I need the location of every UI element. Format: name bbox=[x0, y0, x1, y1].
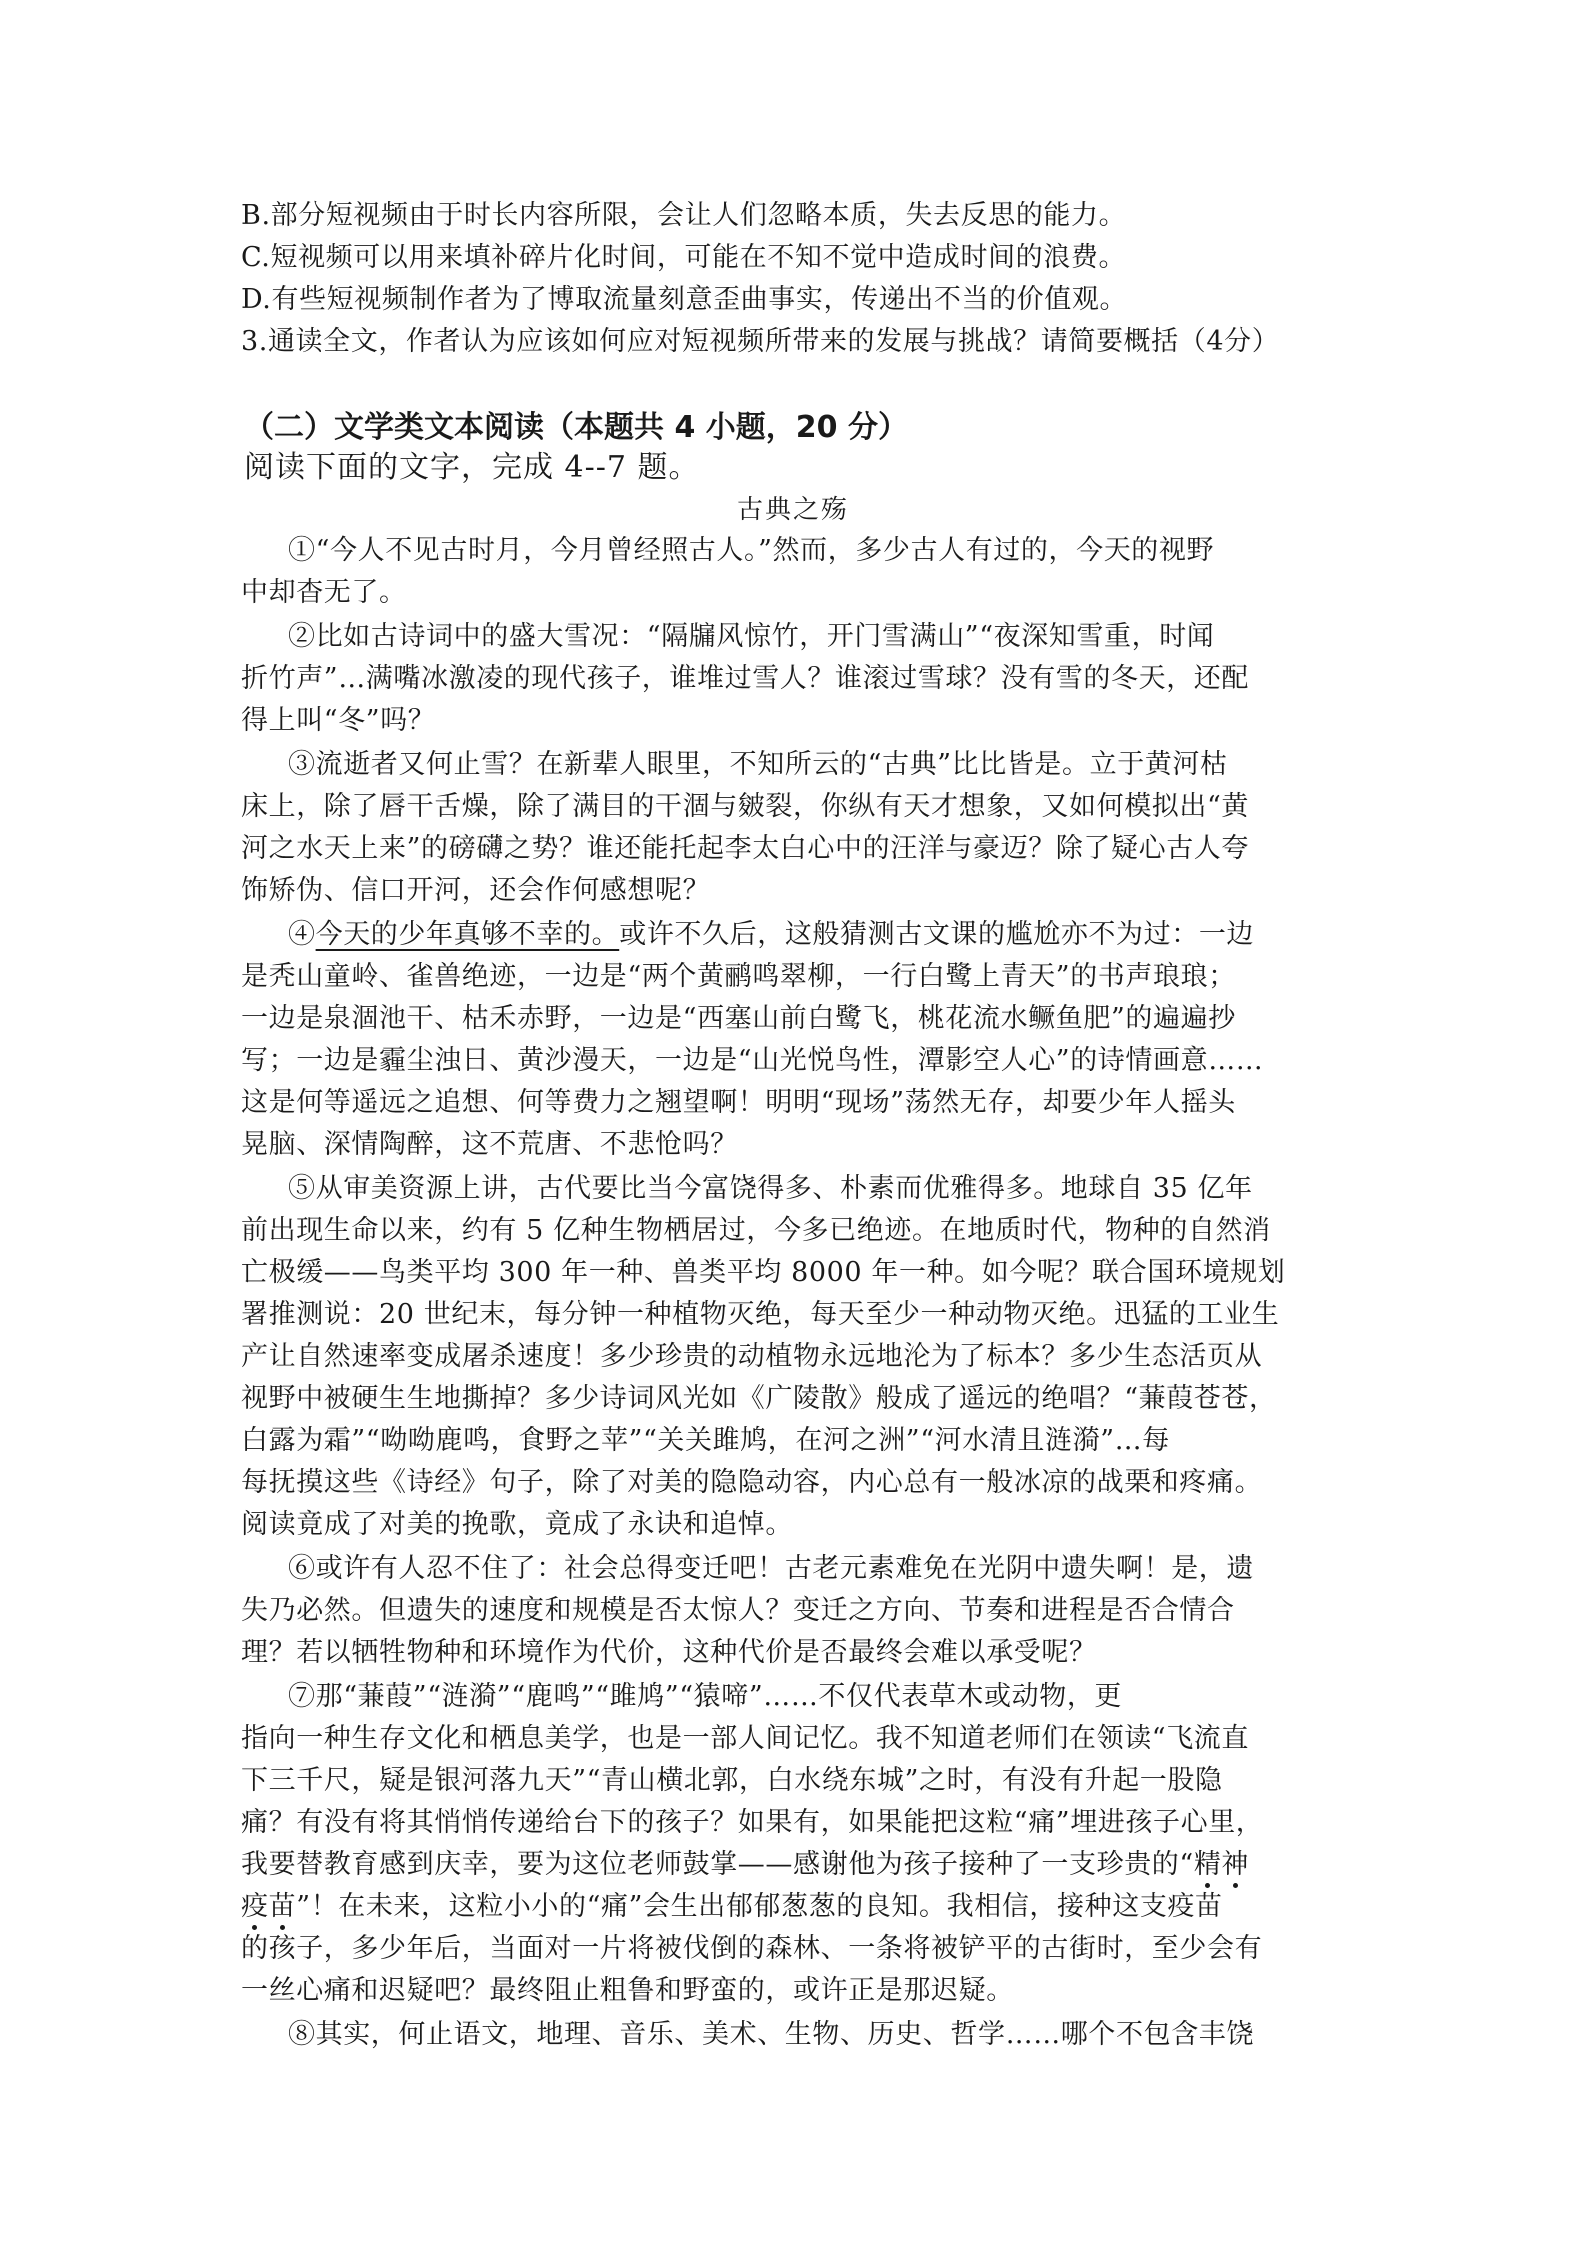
paragraph-7-line-4: 痛？有没有将其悄悄传递给台下的孩子？如果有，如果能把这粒“痛”埋进孩子心里， bbox=[241, 1807, 1264, 1838]
paragraph-4-line-1 bbox=[288, 917, 1254, 953]
paragraph-4-line-1-rest: 或许不久后，这般猜测古文课的尴尬亦不为过：一边 bbox=[619, 919, 1255, 950]
emphasis-char: 疫 bbox=[241, 1891, 269, 1922]
paragraph-5-line-7: 白露为霜”“呦呦鹿鸣，食野之苹”“关关雎鸠，在河之洲”“河水清且涟漪”…每 bbox=[241, 1425, 1170, 1456]
paragraph-3-line-3: 河之水天上来”的磅礴之势？谁还能托起李太白心中的汪洋与豪迈？除了疑心古人夸 bbox=[241, 833, 1250, 864]
paragraph-7-line-5 bbox=[241, 1847, 1249, 1883]
paragraph-5-line-1: ⑤从审美资源上讲，古代要比当今富饶得多、朴素而优雅得多。地球自 35 亿年 bbox=[288, 1173, 1253, 1204]
paragraph-7-line-1: ⑦那“蒹葭”“涟漪”“鹿鸣”“雎鸠”“猿啼”……不仅代表草木或动物，更 bbox=[288, 1681, 1123, 1712]
paragraph-5-line-2: 前出现生命以来，约有 5 亿种生物栖居过，今多已绝迹。在地质时代，物种的自然消 bbox=[241, 1215, 1271, 1246]
paragraph-5-line-6: 视野中被硬生生地撕掉？多少诗词风光如《广陵散》般成了遥远的绝唱？“蒹葭苍苍， bbox=[241, 1383, 1277, 1414]
paragraph-7-line-8: 一丝心痛和迟疑吧？最终阻止粗鲁和野蛮的，或许正是那迟疑。 bbox=[241, 1975, 1014, 2006]
section-instruction: 阅读下面的文字，完成 4--7 题。 bbox=[244, 450, 700, 485]
paragraph-4-line-4: 写；一边是霾尘浊日、黄沙漫天，一边是“山光悦鸟性，潭影空人心”的诗情画意…… bbox=[241, 1045, 1264, 1076]
paragraph-3-line-4: 饰矫伪、信口开河，还会作何感想呢？ bbox=[241, 875, 711, 906]
paragraph-8-line-1: ⑧其实，何止语文，地理、音乐、美术、生物、历史、哲学……哪个不包含丰饶 bbox=[288, 2019, 1254, 2050]
emphasis-char: 苗 bbox=[268, 1891, 297, 1922]
paragraph-7-line-3: 下三千尺，疑是银河落九天”“青山横北郭，白水绕东城”之时，有没有升起一股隐 bbox=[241, 1765, 1223, 1796]
emphasis-char: 神 bbox=[1221, 1849, 1250, 1880]
paragraph-4-line-2: 是秃山童岭、雀兽绝迹，一边是“两个黄鹂鸣翠柳，一行白鹭上青天”的书声琅琅； bbox=[241, 961, 1236, 992]
underlined-sentence: 今天的少年真够不幸的。 bbox=[315, 919, 620, 950]
option-d: D.有些短视频制作者为了博取流量刻意歪曲事实，传递出不当的价值观。 bbox=[241, 284, 1128, 315]
emphasis-char: 精 bbox=[1193, 1849, 1222, 1880]
paragraph-3-line-2: 床上，除了唇干舌燥，除了满目的干涸与皴裂，你纵有天才想象，又如何模拟出“黄 bbox=[241, 791, 1250, 822]
paragraph-7-line-2: 指向一种生存文化和栖息美学，也是一部人间记忆。我不知道老师们在领读“飞流直 bbox=[241, 1723, 1250, 1754]
paragraph-2-line-2: 折竹声”…满嘴冰激凌的现代孩子，谁堆过雪人？谁滚过雪球？没有雪的冬天，还配 bbox=[241, 663, 1250, 694]
paragraph-5-line-5: 产让自然速率变成屠杀速度！多少珍贵的动植物永远地沦为了标本？多少生态活页从 bbox=[241, 1341, 1263, 1372]
paragraph-2-line-1: ②比如古诗词中的盛大雪况：“隔牖风惊竹，开门雪满山”“夜深知雪重，时闻 bbox=[288, 621, 1215, 652]
paragraph-4-line-6: 晃脑、深情陶醉，这不荒唐、不悲怆吗？ bbox=[241, 1129, 738, 1160]
paragraph-6-line-3: 理？若以牺牲物种和环境作为代价，这种代价是否最终会难以承受呢？ bbox=[241, 1637, 1097, 1668]
paragraph-2-line-3: 得上叫“冬”吗？ bbox=[241, 705, 436, 736]
paragraph-7-line-7: 的孩子，多少年后，当面对一片将被伐倒的森林、一条将被铲平的古街时，至少会有 bbox=[241, 1933, 1263, 1964]
paragraph-5-line-4: 署推测说：20 世纪末，每分钟一种植物灭绝，每天至少一种动物灭绝。迅猛的工业生 bbox=[241, 1299, 1280, 1330]
paragraph-5-line-9: 阅读竟成了对美的挽歌，竟成了永诀和追悼。 bbox=[241, 1509, 793, 1540]
paragraph-7-line-5-text: 我要替教育感到庆幸，要为这位老师鼓掌——感谢他为孩子接种了一支珍贵的“ bbox=[241, 1849, 1194, 1880]
paragraph-7-line-6-text: ”！在未来，这粒小小的“痛”会生出郁郁葱葱的良知。我相信，接种这支疫苗 bbox=[296, 1891, 1223, 1922]
paragraph-5-line-8: 每抚摸这些《诗经》句子，除了对美的隐隐动容，内心总有一般冰凉的战栗和疼痛。 bbox=[241, 1467, 1263, 1498]
paragraph-1-line-1: ①“今人不见古时月，今月曾经照古人。”然而，多少古人有过的，今天的视野 bbox=[288, 535, 1215, 566]
paragraph-1-line-2: 中却杳无了。 bbox=[241, 577, 407, 608]
question-3: 3.通读全文，作者认为应该如何应对短视频所带来的发展与挑战？请简要概括（4分） bbox=[241, 326, 1280, 357]
paragraph-7-line-6 bbox=[241, 1889, 1223, 1925]
paragraph-5-line-3: 亡极缓——鸟类平均 300 年一种、兽类平均 8000 年一种。如今呢？联合国环境规划 bbox=[241, 1257, 1286, 1288]
paragraph-4-number: ④ bbox=[288, 919, 316, 950]
option-c: C.短视频可以用来填补碎片化时间，可能在不知不觉中造成时间的浪费。 bbox=[241, 242, 1127, 273]
paragraph-6-line-1: ⑥或许有人忍不住了：社会总得变迁吧！古老元素难免在光阴中遗失啊！是，遗 bbox=[288, 1553, 1254, 1584]
paragraph-3-line-1: ③流逝者又何止雪？在新辈人眼里，不知所云的“古典”比比皆是。立于黄河枯 bbox=[288, 749, 1228, 780]
paragraph-4-line-3: 一边是泉涸池干、枯禾赤野，一边是“西塞山前白鹭飞，桃花流水鳜鱼肥”的遍遍抄 bbox=[241, 1003, 1236, 1034]
paragraph-4-line-5: 这是何等遥远之追想、何等费力之翘望啊！明明“现场”荡然无存，却要少年人摇头 bbox=[241, 1087, 1236, 1118]
section-heading: （二）文学类文本阅读（本题共 4 小题，20 分） bbox=[244, 410, 908, 445]
paragraph-6-line-2: 失乃必然。但遗失的速度和规模是否太惊人？变迁之方向、节奏和进程是否合情合 bbox=[241, 1595, 1235, 1626]
option-b: B.部分短视频由于时长内容所限，会让人们忽略本质，失去反思的能力。 bbox=[241, 200, 1127, 231]
article-title: 古典之殇 bbox=[736, 495, 849, 525]
